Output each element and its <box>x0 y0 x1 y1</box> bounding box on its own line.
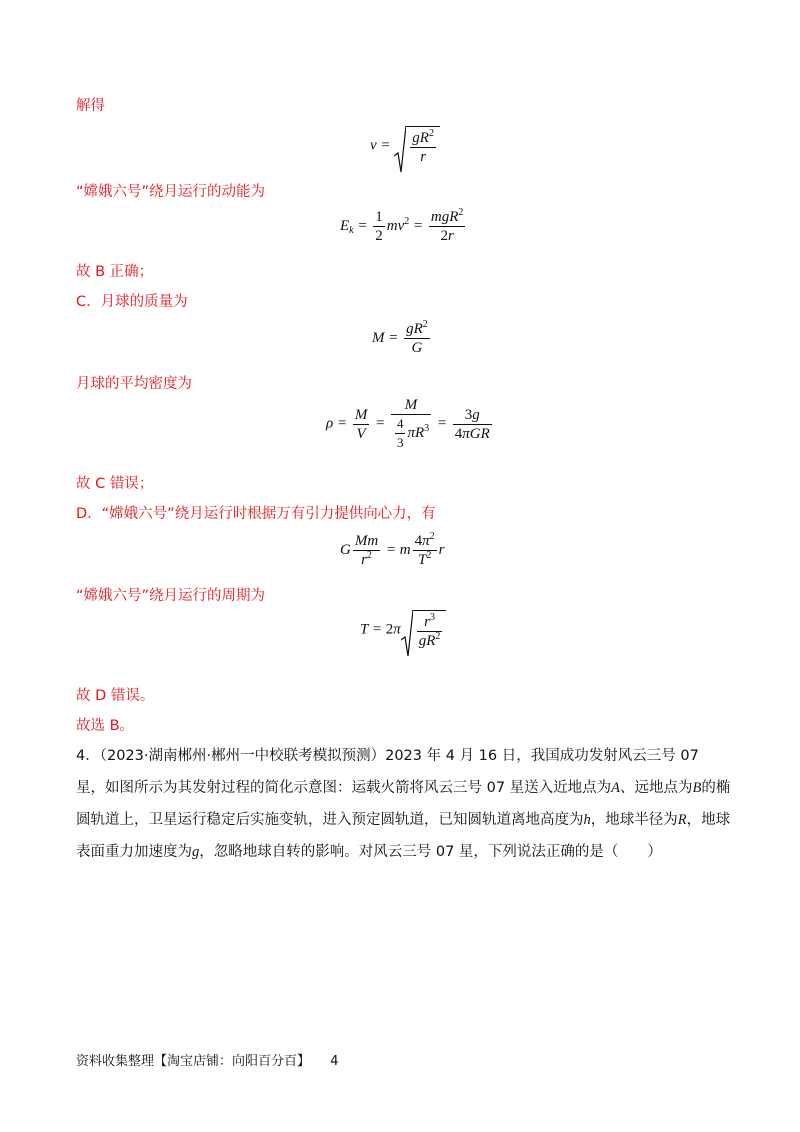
text-answer-b: 故选 B。 <box>76 718 135 734</box>
equation-density: ρ = $\frac{M}{V}$ = M $\frac{4}{3}$ $\pi R^3$ = $\frac{3g}{\text{4πGR}}$ <box>326 397 490 450</box>
text-b-correct: 故 B 正确； <box>76 264 154 280</box>
text-c-wrong: 故 C 错误； <box>76 476 154 492</box>
equation-velocity: v = $\frac{gR^2}{r}$ <box>370 126 440 166</box>
question-source: （2023·湖南郴州·郴州一中校联考模拟预测） <box>99 748 386 764</box>
text-d-wrong: 故 D 错误。 <box>76 688 155 704</box>
question-number: 4． <box>76 748 100 764</box>
page-footer <box>76 1050 339 1069</box>
text-period: “嫦娥六号”绕月运行的周期为 <box>76 588 266 604</box>
equation-moon-mass: M = $\frac{gR^2}{G}$ <box>372 319 428 356</box>
equation-period: T = 2π $\frac{r^3}{gR^2}$ <box>360 610 446 650</box>
page-number: 4 <box>330 1054 339 1069</box>
text-moon-density: 月球的平均密度为 <box>76 376 192 392</box>
text-gravity-centripetal: D．“嫦娥六号”绕月运行时根据万有引力提供向心力，有 <box>76 506 436 522</box>
question-4: 4．（2023·湖南郴州·郴州一中校联考模拟预测）2023 年 4 月 16 日，我国成功发射风云三号 07 星，如图所示为其发射过程的简化示意图：运载火箭将风云三号 07 星送入近地点为A、远地点为B的椭圆轨道上，卫星运行稳定后实施变轨，进入预定圆轨道，已知圆轨道离地高度为h，地球半径为R，地球表面重力加速度为g，忽略地球自转的影响。对风云三号 07 星，下列说法正确的是（ ） <box>76 748 731 860</box>
footer-text: 资料收集整理【淘宝店铺：向阳百分百】 <box>76 1054 311 1069</box>
equation-kinetic-energy: $E_k$ = $\frac{1}{2}$ $mv^2$ = $\frac{mgR^2}{2r}$ <box>340 207 464 244</box>
text-solve: 解得 <box>76 98 105 114</box>
text-kinetic-energy: “嫦娥六号”绕月运行的动能为 <box>76 184 266 200</box>
equation-gravity: G $\frac{Mm}{r^2}$ = m $\frac{4\pi^2}{T^2}$ r <box>340 531 445 568</box>
text-moon-mass: C．月球的质量为 <box>76 294 188 310</box>
